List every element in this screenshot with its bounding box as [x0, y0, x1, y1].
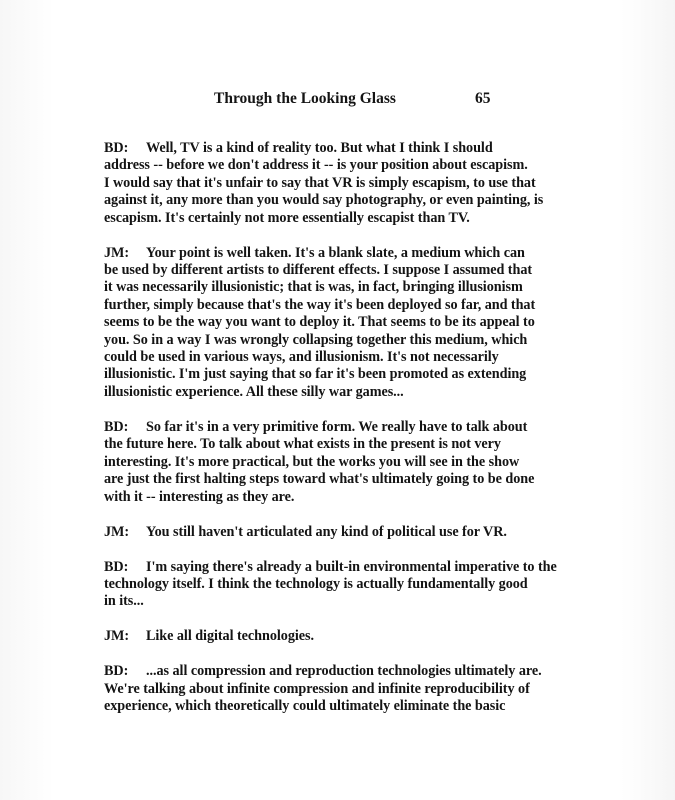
text-line: We're talking about infinite compression and infinite reproducibility of [104, 680, 530, 697]
dialogue-paragraph [104, 628, 584, 645]
dialogue-paragraph [104, 140, 584, 227]
text-line: illusionistic. I'm just saying that so far it's been promoted as extending [104, 366, 527, 383]
line-text: You still haven't articulated any kind of political use for VR. [146, 523, 507, 540]
text-line [104, 140, 584, 157]
text-line [104, 245, 584, 262]
text-line: seems to be the way you want to deploy it. That seems to be its appeal to [104, 314, 535, 331]
text-line: you. So in a way I was wrongly collapsing together this medium, which [104, 331, 528, 348]
running-title: Through the Looking Glass [214, 90, 396, 107]
line-text: Your point is well taken. It's a blank slate, a medium which can [146, 244, 525, 261]
text-line: further, simply because that's the way it's been deployed so far, and that [104, 296, 536, 313]
speaker-label: BD: [104, 663, 129, 680]
text-line: be used by different artists to different effects. I suppose I assumed that [104, 262, 533, 279]
dialogue-paragraph [104, 559, 584, 611]
text-line: in its... [104, 593, 144, 610]
line-text: ...as all compression and reproduction technologies ultimately are. [146, 663, 542, 680]
line-text: So far it's in a very primitive form. We really have to talk about [146, 418, 528, 435]
text-line: it was necessarily illusionistic; that is was, in fact, bringing illusionism [104, 279, 523, 296]
dialogue-paragraph [104, 663, 584, 715]
line-text: I'm saying there's already a built-in environmental imperative to the [146, 558, 557, 575]
text-line: the future here. To talk about what exists in the present is not very [104, 436, 501, 453]
text-line: are just the first halting steps toward what's ultimately going to be done [104, 471, 535, 488]
text-line: experience, which theoretically could ultimately eliminate the basic [104, 698, 506, 715]
text-line: technology itself. I think the technology is actually fundamentally good [104, 575, 528, 592]
speaker-label: JM: [104, 244, 130, 261]
text-line [104, 419, 584, 436]
speaker-label: BD: [104, 418, 129, 435]
text-line [104, 559, 584, 576]
dialogue-paragraph [104, 245, 584, 402]
text-line: illusionistic experience. All these silly war games... [104, 383, 404, 400]
line-text: Like all digital technologies. [146, 628, 314, 645]
dialogue-paragraph [104, 524, 584, 541]
text-line: against it, any more than you would say photography, or even painting, is [104, 192, 544, 209]
dialogue-paragraph [104, 419, 584, 506]
page-number: 65 [475, 90, 491, 107]
speaker-label: BD: [104, 140, 129, 156]
text-line: with it -- interesting as they are. [104, 488, 295, 505]
text-line: escapism. It's certainly not more essentially escapist than TV. [104, 209, 470, 226]
speaker-label: BD: [104, 558, 129, 575]
text-line: I would say that it's unfair to say that VR is simply escapism, to use that [104, 174, 536, 191]
text-line [104, 663, 584, 680]
text-line: could be used in various ways, and illusionism. It's not necessarily [104, 349, 499, 366]
interview-transcript [104, 140, 584, 733]
text-line: address -- before we don't address it -- is your position about escapism. [104, 157, 528, 174]
speaker-label: JM: [104, 628, 130, 645]
speaker-label: JM: [104, 523, 130, 540]
running-header [0, 90, 675, 110]
line-text: Well, TV is a kind of reality too. But what I think I should [146, 140, 493, 156]
text-line [104, 628, 584, 645]
text-line: interesting. It's more practical, but the works you will see in the show [104, 453, 520, 470]
text-line [104, 524, 584, 541]
